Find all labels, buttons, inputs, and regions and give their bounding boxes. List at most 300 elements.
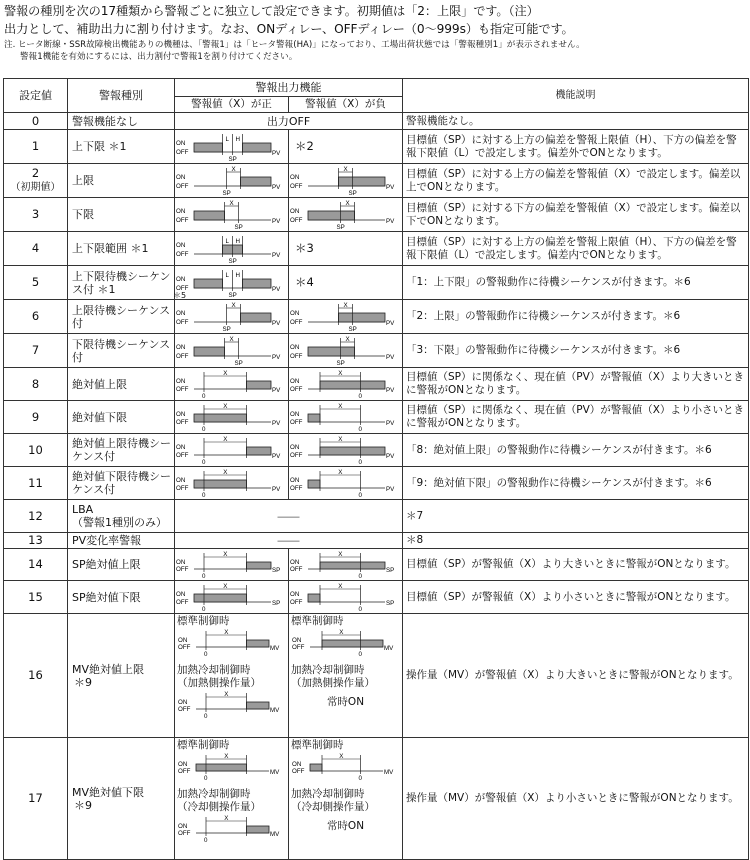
alarm-diagram [175, 301, 289, 333]
function-desc: 警報機能なし。 [403, 113, 749, 130]
on-label: ON [290, 343, 300, 351]
zero-label: 0 [202, 572, 206, 580]
heat-cool-label: 加熱冷却制御時 [177, 664, 251, 676]
setting-value [4, 164, 68, 198]
alarm-diagram [177, 814, 287, 844]
setting-value: 15 [4, 581, 68, 614]
function-desc: 目標値（SP）に関係なく、現在値（PV）が警報値（X）より小さいときに警報がONとなります。 [403, 401, 749, 434]
axis-label: MV [270, 769, 280, 776]
sp-label: SP [228, 291, 237, 299]
on-label: ON [176, 275, 186, 283]
cool-side-label: （冷却側操作量） [177, 801, 261, 813]
h-label: H [235, 271, 240, 279]
x-arrow-text: X [223, 369, 228, 377]
on-label: ON [290, 309, 300, 317]
axis-label: PV [272, 485, 281, 493]
on-region [308, 480, 320, 488]
alarm-type: 絶対値上限 [68, 368, 175, 401]
on-label: ON [176, 173, 186, 181]
axis-label: SP [272, 599, 281, 607]
x-arrow-text: X [338, 468, 343, 476]
standard-control-label: 標準制御時 [291, 615, 344, 627]
x-arrow-text: X [223, 582, 228, 590]
sp-label: SP [228, 155, 237, 163]
on-label: ON [176, 343, 186, 351]
setting-value: 0 [4, 113, 68, 130]
table-row [4, 581, 749, 614]
function-desc: 目標値（SP）に対する下方の偏差を警報値（X）で設定します。偏差以下でONとなります。 [403, 198, 749, 232]
on-region [194, 480, 247, 488]
axis-label: PV [272, 419, 281, 427]
x-arrow-text: X [338, 402, 343, 410]
off-label: OFF [290, 451, 303, 459]
table-row [4, 434, 749, 467]
on-region-low [194, 143, 223, 152]
alarm-type-table [3, 78, 749, 860]
alarm-diagram [289, 335, 403, 367]
alarm-type [68, 500, 175, 533]
on-label: ON [290, 558, 300, 566]
output-function: ―― [175, 500, 403, 533]
axis-label: PV [386, 452, 395, 460]
x-arrow-text: X [231, 165, 236, 173]
off-label: OFF [176, 250, 189, 258]
alarm-diagram [175, 165, 289, 197]
function-desc: ＊8 [403, 533, 749, 549]
alarm-diagram [289, 369, 403, 400]
x-arrow-text: X [224, 815, 229, 822]
note-text [4, 40, 748, 63]
off-label: OFF [290, 385, 303, 393]
on-region [308, 347, 355, 356]
table-row [4, 266, 749, 300]
alarm-type: 上限待機シーケンス付 [68, 300, 175, 334]
on-label: ON [178, 699, 188, 706]
sp-label: SP [234, 359, 243, 367]
axis-label: PV [272, 251, 281, 259]
zero-label: 0 [358, 775, 362, 782]
alarm-diagram [175, 402, 289, 433]
alarm-diagram [289, 550, 403, 580]
on-region [194, 594, 247, 602]
axis-label: PV [386, 319, 395, 327]
x-arrow-text: X [224, 691, 229, 698]
axis-label: PV [272, 386, 281, 394]
axis-label: SP [386, 599, 395, 607]
setting-value: 8 [4, 368, 68, 401]
on-label: ON [290, 476, 300, 484]
axis-label: PV [272, 183, 281, 191]
setting-value: 6 [4, 300, 68, 334]
on-region [194, 414, 247, 422]
setting-value: 14 [4, 549, 68, 581]
axis-label: PV [272, 217, 281, 225]
on-label: ON [176, 139, 186, 147]
off-label: OFF [290, 216, 303, 224]
table-row [4, 500, 749, 533]
off-label: OFF [176, 318, 189, 326]
x-arrow-text: X [223, 435, 228, 443]
on-label: ON [176, 443, 186, 451]
on-label: ON [292, 637, 302, 644]
heat-side-label: （加熱側操作量） [291, 677, 375, 689]
zero-label: 0 [202, 605, 206, 613]
function-desc: ＊7 [403, 500, 749, 533]
zero-label: 0 [204, 651, 208, 658]
off-label: OFF [178, 830, 191, 837]
alarm-diagram [175, 468, 289, 499]
setting-value: 10 [4, 434, 68, 467]
on-label: ON [290, 590, 300, 598]
alarm-type: 下限待機シーケンス付 [68, 334, 175, 368]
h-label: H [235, 237, 240, 245]
on-region [320, 381, 385, 389]
function-desc: 目標値（SP）に対する上方の偏差を警報上限値（H）、下方の偏差を警報下限値（L）で設定します。偏差外でONとなります。 [403, 130, 749, 164]
axis-label: PV [272, 452, 281, 460]
off-label: OFF [292, 768, 305, 775]
table-row [4, 467, 749, 500]
off-label: OFF [292, 644, 305, 651]
off-label: OFF [178, 706, 191, 713]
table-row [4, 232, 749, 266]
alarm-type: SP絶対値下限 [68, 581, 175, 614]
x-arrow-text: X [229, 199, 234, 207]
function-desc: 目標値（SP）に対する上方の偏差を警報上限値（H）、下方の偏差を警報下限値（L）で設定します。偏差内でONとなります。 [403, 232, 749, 266]
alarm-type: 上下限待機シーケンス付 ＊1 [68, 266, 175, 300]
on-region [308, 594, 320, 602]
alarm-type [68, 738, 175, 860]
on-region [247, 562, 272, 569]
sp-label: SP [348, 325, 357, 333]
setting-value: 4 [4, 232, 68, 266]
alarm-type: PV変化率警報 [68, 533, 175, 549]
x-arrow-text: X [338, 550, 343, 558]
off-label: OFF [290, 318, 303, 326]
zero-label: 0 [202, 491, 206, 499]
axis-label: PV [386, 183, 395, 191]
alarm-diagram [175, 267, 289, 299]
zero-label: 0 [204, 713, 208, 720]
on-region [247, 381, 272, 389]
alarm-diagram [175, 131, 289, 163]
axis-label: MV [270, 707, 280, 714]
setting-value: 9 [4, 401, 68, 434]
output-function: 出力OFF [175, 113, 403, 130]
on-label: ON [176, 309, 186, 317]
on-label: ON [176, 207, 186, 215]
axis-label: PV [272, 285, 281, 293]
off-label: OFF [176, 565, 189, 573]
zero-label: 0 [358, 458, 362, 466]
function-desc: 「9：絶対値下限」の警報動作に待機シーケンスが付きます。＊6 [403, 467, 749, 500]
alarm-diagram [289, 582, 403, 613]
on-region [310, 764, 322, 771]
function-desc: 目標値（SP）に関係なく、現在値（PV）が警報値（X）より大きいときに警報がONとなります。 [403, 368, 749, 401]
x-arrow-text: X [231, 301, 236, 309]
alarm-diagram [175, 199, 289, 231]
table-row [4, 401, 749, 434]
axis-label: PV [272, 353, 281, 361]
setting-default: （初期値） [10, 182, 61, 193]
off-label: OFF [176, 148, 189, 156]
on-region-high [243, 143, 272, 152]
setting-value: 17 [4, 738, 68, 860]
table-row [4, 549, 749, 581]
on-label: ON [290, 207, 300, 215]
note-mark: ＊5 [173, 291, 187, 300]
sp-label: SP [234, 223, 243, 231]
function-desc: 「2：上限」の警報動作に待機シーケンスが付きます。＊6 [403, 300, 749, 334]
off-label: OFF [290, 565, 303, 573]
intro-text [4, 2, 748, 38]
off-label: OFF [176, 418, 189, 426]
x-arrow-text: X [343, 301, 348, 309]
x-arrow-text: X [339, 629, 344, 636]
on-label: ON [176, 410, 186, 418]
zero-label: 0 [204, 775, 208, 782]
alarm-type [68, 614, 175, 738]
alarm-diagram [289, 468, 403, 499]
alarm-type: 上下限 ＊1 [68, 130, 175, 164]
off-label: OFF [290, 182, 303, 190]
setting-value: 13 [4, 533, 68, 549]
function-desc: 目標値（SP）に対する上方の偏差を警報値（X）で設定します。偏差以上でONとなります。 [403, 164, 749, 198]
x-arrow-text: X [338, 582, 343, 590]
sp-label: SP [222, 189, 231, 197]
function-desc: 「1：上下限」の警報動作に待機シーケンスが付きます。＊6 [403, 266, 749, 300]
on-region [308, 211, 355, 220]
setting-value: 16 [4, 614, 68, 738]
x-arrow-text: X [345, 199, 350, 207]
alarm-type: 上下限範囲 ＊1 [68, 232, 175, 266]
alarm-diagram [175, 582, 289, 613]
setting-value: 11 [4, 467, 68, 500]
alarm-diagram [175, 369, 289, 400]
x-arrow-text: X [223, 402, 228, 410]
axis-label: MV [384, 769, 394, 776]
axis-label: MV [270, 831, 280, 838]
on-region [194, 347, 225, 356]
intro-line-1: 警報の種別を次の17種類から警報ごとに独立して設定できます。初期値は「2：上限」です。（注） [4, 4, 539, 18]
note-line-1: 注. ヒータ断線・SSR故障検出機能ありの機種は、「警報1」は「ヒータ警報(HA)」になっており、工場出荷状態では「警報種別1」が表示されません。 [4, 40, 585, 50]
on-label: ON [176, 476, 186, 484]
off-label: OFF [290, 352, 303, 360]
sp-label: SP [336, 359, 345, 367]
on-region [308, 414, 320, 422]
alarm-type: 警報機能なし [68, 113, 175, 130]
heat-side-label: （加熱側操作量） [177, 677, 261, 689]
off-label: OFF [176, 352, 189, 360]
alarm-diagram [289, 199, 403, 231]
off-label: OFF [176, 598, 189, 606]
setting-value: 7 [4, 334, 68, 368]
axis-label: PV [386, 386, 395, 394]
note-mark: ＊3 [289, 232, 403, 266]
on-region [241, 313, 272, 322]
sp-label: SP [336, 223, 345, 231]
setting-value: 1 [4, 130, 68, 164]
alarm-type-note: ＊9 [74, 798, 92, 812]
x-arrow-text: X [224, 753, 229, 760]
axis-label: PV [272, 319, 281, 327]
alarm-diagram [289, 165, 403, 197]
on-region-high [243, 279, 272, 288]
sp-label: SP [348, 189, 357, 197]
table-row [4, 130, 749, 164]
on-label: ON [292, 761, 302, 768]
alarm-diagram [289, 402, 403, 433]
function-desc: 操作量（MV）が警報値（X）より小さいときに警報がONとなります。 [403, 738, 749, 860]
zero-label: 0 [358, 572, 362, 580]
table-row [4, 334, 749, 368]
zero-label: 0 [358, 651, 362, 658]
off-label: OFF [290, 598, 303, 606]
on-region-low [194, 279, 223, 288]
note-line-2: 警報1機能を有効にするには、出力割付で警報1を割り付けてください。 [20, 51, 298, 62]
header-positive: 警報値（X）が正 [175, 97, 289, 113]
axis-label: SP [386, 566, 395, 574]
alarm-type-name: LBA [72, 503, 94, 516]
on-label: ON [290, 443, 300, 451]
on-region [241, 177, 272, 186]
function-desc: 目標値（SP）が警報値（X）より小さいときに警報がONとなります。 [403, 581, 749, 614]
off-label: OFF [176, 182, 189, 190]
off-label: OFF [290, 484, 303, 492]
alarm-diagram [289, 435, 403, 466]
x-arrow-text: X [229, 335, 234, 343]
off-label: OFF [176, 284, 189, 292]
alarm-type: 絶対値下限 [68, 401, 175, 434]
standard-control-label: 標準制御時 [291, 739, 344, 751]
on-label: ON [178, 823, 188, 830]
setting-value: 5 [4, 266, 68, 300]
alarm-diagram [289, 301, 403, 333]
standard-control-label: 標準制御時 [177, 739, 230, 751]
axis-label: PV [386, 353, 395, 361]
header-function: 警報出力機能 [175, 79, 403, 97]
alarm-type: SP絶対値上限 [68, 549, 175, 581]
off-label: OFF [178, 644, 191, 651]
off-label: OFF [176, 385, 189, 393]
on-region [322, 640, 383, 647]
zero-label: 0 [204, 837, 208, 844]
zero-label: 0 [358, 491, 362, 499]
l-label: L [225, 271, 229, 279]
note-mark: ＊2 [289, 130, 403, 164]
on-label: ON [290, 173, 300, 181]
axis-label: PV [386, 217, 395, 225]
on-region [320, 562, 385, 569]
cool-side-label: （冷却側操作量） [291, 801, 375, 813]
standard-control-label: 標準制御時 [177, 615, 230, 627]
alarm-type-name: MV絶対値上限 [72, 662, 145, 676]
axis-label: PV [386, 485, 395, 493]
sp-label: SP [228, 257, 237, 265]
alarm-type: 絶対値下限待機シーケンス付 [68, 467, 175, 500]
l-label: L [225, 135, 229, 143]
on-region [320, 447, 385, 455]
x-arrow-text: X [339, 753, 344, 760]
intro-line-2: 出力として、補助出力に割り付けます。なお、ONディレー、OFFディレー（0～999s）も指定可能です。 [4, 22, 574, 36]
off-label: OFF [176, 451, 189, 459]
alarm-type: 上限 [68, 164, 175, 198]
alarm-type-note: （警報1種別のみ） [72, 516, 167, 529]
setting-value: 3 [4, 198, 68, 232]
zero-label: 0 [202, 392, 206, 400]
table-row [4, 164, 749, 198]
on-region [247, 702, 270, 709]
header-setting: 設定値 [4, 79, 68, 113]
on-label: ON [290, 377, 300, 385]
setting-number: 2 [31, 166, 40, 180]
header-type: 警報種別 [68, 79, 175, 113]
alarm-diagram [177, 690, 287, 720]
l-label: L [225, 237, 229, 245]
on-region [196, 764, 247, 771]
on-region [247, 640, 270, 647]
off-label: OFF [176, 484, 189, 492]
alarm-diagram [175, 233, 289, 265]
alarm-type: 絶対値上限待機シーケンス付 [68, 434, 175, 467]
on-label: ON [176, 377, 186, 385]
axis-label: MV [384, 645, 394, 652]
alarm-type-note: ＊9 [74, 675, 92, 689]
zero-label: 0 [358, 392, 362, 400]
heat-cool-label: 加熱冷却制御時 [291, 664, 365, 676]
x-arrow-text: X [345, 335, 350, 343]
axis-label: PV [272, 149, 281, 157]
on-label: ON [178, 637, 188, 644]
function-desc: 「8：絶対値上限」の警報動作に待機シーケンスが付きます。＊6 [403, 434, 749, 467]
alarm-diagram [175, 335, 289, 367]
on-label: ON [176, 590, 186, 598]
zero-label: 0 [358, 425, 362, 433]
function-desc: 目標値（SP）が警報値（X）より大きいときに警報がONとなります。 [403, 549, 749, 581]
x-arrow-text: X [343, 165, 348, 173]
on-region [247, 447, 272, 455]
alarm-type: 下限 [68, 198, 175, 232]
alarm-diagram [175, 435, 289, 466]
x-arrow-text: X [338, 435, 343, 443]
note-mark: ＊4 [289, 266, 403, 300]
on-label: ON [176, 241, 186, 249]
x-arrow-text: X [223, 550, 228, 558]
x-arrow-text: X [223, 468, 228, 476]
x-arrow-text: X [338, 369, 343, 377]
alarm-diagram [177, 628, 287, 658]
table-row [4, 533, 749, 549]
table-row [4, 738, 749, 860]
alarm-diagram [175, 550, 289, 580]
off-label: OFF [176, 216, 189, 224]
on-label: ON [290, 410, 300, 418]
zero-label: 0 [202, 458, 206, 466]
alarm-diagram [291, 752, 401, 782]
x-arrow-text: X [224, 629, 229, 636]
on-region [339, 177, 386, 186]
h-label: H [235, 135, 240, 143]
function-desc: 操作量（MV）が警報値（X）より大きいときに警報がONとなります。 [403, 614, 749, 738]
table-row [4, 614, 749, 738]
table-row [4, 300, 749, 334]
axis-label: SP [272, 566, 281, 574]
table-row [4, 198, 749, 232]
table-row [4, 113, 749, 130]
sp-label: SP [222, 325, 231, 333]
heat-cool-label: 加熱冷却制御時 [291, 788, 365, 800]
axis-label: PV [386, 419, 395, 427]
setting-value: 12 [4, 500, 68, 533]
